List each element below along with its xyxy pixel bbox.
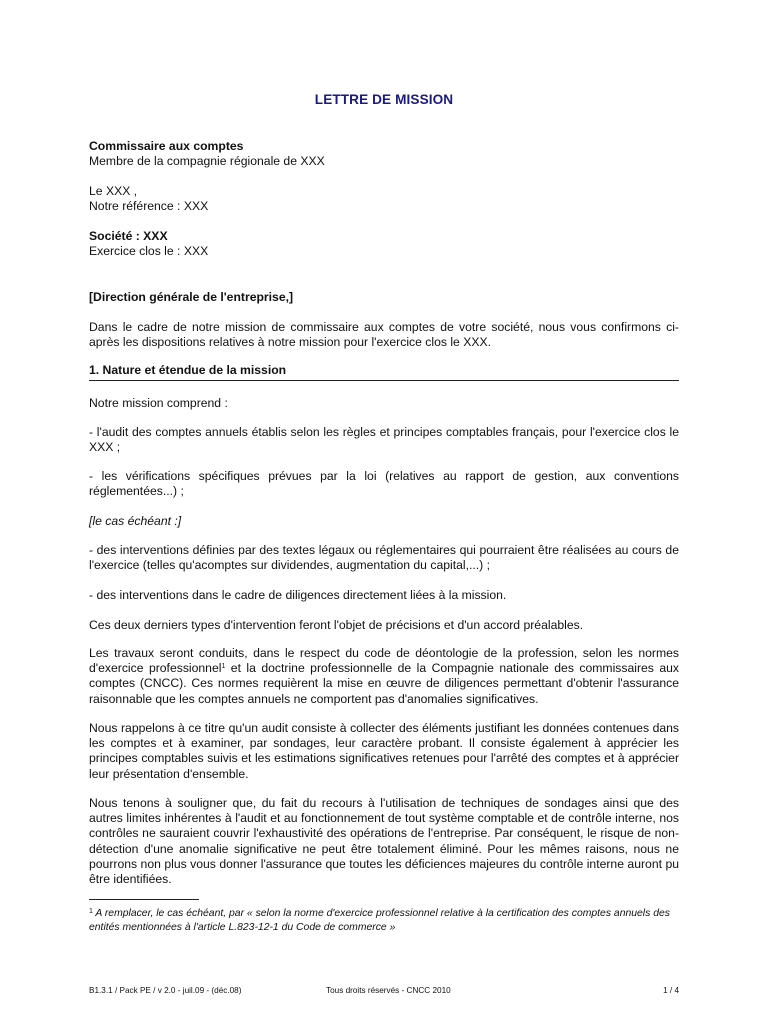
rappel-paragraph: Nous rappelons à ce titre qu'un audit consiste à collecter des éléments justifiant les données contenues dans les comptes et à examiner, par sondages, leur caractère probant. Il consiste également à apprécier les principes comptables suivis et les estimations significatives retenues pour l'arrêté des comptes et à apprécier leur présentation d'ensemble.: [89, 721, 679, 781]
limites-paragraph: Nous tenons à souligner que, du fait du recours à l'utilisation de techniques de sondages ainsi que des autres limites inhérentes à l'audit et au fonctionnement de tout système comptable et de contrôle interne, nos contrôles ne sauraient couvrir l'exhaustivité des opérations de l'entreprise. Par conséquent, le risque de non-détection d'une anomalie significative ne peut être totalement éliminé. Pour les mêmes raisons, nous ne pourrons non plus vous donner l'assurance que toutes les déficiences majeures du contrôle interne auront pu être identifiées.: [89, 796, 679, 887]
letter-reference: Notre référence : XXX: [89, 199, 209, 213]
mission-item-interventions: - des interventions définies par des textes légaux ou réglementaires qui pourraient être réalisées au cours de l'exercice (telles qu'acomptes sur dividendes, augmentation du capital,...) ;: [89, 543, 679, 573]
mission-item-diligences: - des interventions dans le cadre de diligences directement liées à la mission.: [89, 588, 507, 602]
mission-item-verifications: - les vérifications spécifiques prévues par la loi (relatives au rapport de gestion, aux conventions réglementées...) ;: [89, 469, 679, 499]
sender-member: Membre de la compagnie régionale de XXX: [89, 154, 325, 168]
mission-lead: Notre mission comprend :: [89, 396, 228, 410]
footer-document-ref: B1.3.1 / Pack PE / v 2.0 - juil.09 - (déc.08): [89, 986, 242, 995]
footnote: [89, 905, 679, 935]
precisions-paragraph: Ces deux derniers types d'intervention feront l'objet de précisions et d'un accord préalables.: [89, 618, 584, 632]
travaux-text-b: et la doctrine professionnelle de la Compagnie nationale des commissaires aux comptes (CNCC). Ces normes requièrent la mise en œuvre de diligences permettant d'obtenir l'assurance raisonnable que les comptes annuels ne comportent pas d'anomalies significatives.: [89, 661, 679, 706]
addressee: [Direction générale de l'entreprise,]: [89, 290, 294, 304]
footnote-separator: [89, 899, 199, 900]
sender-role: Commissaire aux comptes: [89, 139, 244, 153]
footer-copyright: Tous droits réservés - CNCC 2010: [326, 986, 451, 995]
document-title: LETTRE DE MISSION: [314, 92, 454, 107]
travaux-paragraph: [89, 646, 679, 707]
fiscal-year: Exercice clos le : XXX: [89, 244, 209, 258]
footnote-text: A remplacer, le cas échéant, par « selon la norme d'exercice professionnel relative à la certification des comptes annuels des entités mentionnées à l'article L.823-12-1 du Code de commerce »: [89, 908, 670, 933]
footnote-reference: 1: [221, 663, 226, 671]
travaux-text-a: Les travaux seront conduits, dans le respect du code de déontologie de la profession, selon les normes d'exercice professionnel: [89, 646, 679, 676]
section-1-heading: 1. Nature et étendue de la mission: [89, 363, 679, 381]
conditional-note: [le cas échéant :]: [89, 514, 182, 528]
intro-paragraph: Dans le cadre de notre mission de commissaire aux comptes de votre société, nous vous confirmons ci-après les dispositions relatives à notre mission pour l'exercice clos le XXX.: [89, 320, 679, 350]
mission-item-audit: - l'audit des comptes annuels établis selon les règles et principes comptables français, pour l'exercice clos le XXX ;: [89, 425, 679, 455]
company-name: Société : XXX: [89, 229, 168, 243]
letter-date: Le XXX ,: [89, 184, 138, 198]
footnote-number: 1: [89, 908, 93, 915]
footer-page-number: 1 / 4: [663, 986, 679, 995]
